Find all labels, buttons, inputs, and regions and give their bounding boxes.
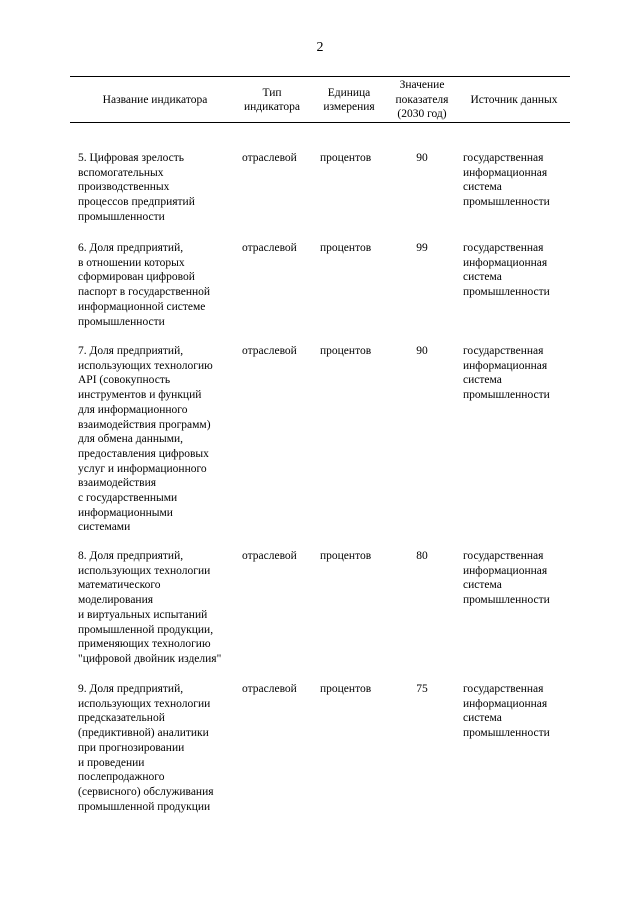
indicator-name: 8. Доля предприятий, использующих технологии математического моделирования и виртуальных испытаний промышленной продукции, применяющих технологию "цифровой двойник изделия" xyxy=(78,550,222,665)
indicator-value: 80 xyxy=(416,550,428,562)
indicator-type: отраслевой xyxy=(242,345,297,357)
indicator-source: государственная информационная система промышленности xyxy=(463,345,550,402)
page-number: 2 xyxy=(316,40,324,55)
indicator-source: государственная информационная система промышленности xyxy=(463,683,550,740)
indicator-source: государственная информационная система промышленности xyxy=(463,242,550,299)
indicator-unit: процентов xyxy=(320,242,372,254)
indicator-type: отраслевой xyxy=(242,152,297,164)
header-target-value: Значение показателя (2030 год) xyxy=(395,79,449,121)
indicator-type: отраслевой xyxy=(242,683,297,695)
header-indicator-type: Тип индикатора xyxy=(243,86,300,113)
indicator-value: 99 xyxy=(416,242,428,254)
header-unit: Единица измерения xyxy=(323,86,375,113)
indicator-source: государственная информационная система промышленности xyxy=(463,152,550,209)
indicator-value: 90 xyxy=(416,345,428,357)
indicator-type: отраслевой xyxy=(242,550,297,562)
indicator-type: отраслевой xyxy=(242,242,297,254)
header-indicator-name: Название индикатора xyxy=(102,93,208,106)
indicator-name: 9. Доля предприятий, использующих технологии предсказательной (предиктивной) аналитики при прогнозировании и проведении послепродажного (сервисного) обслуживания промышленной продукции xyxy=(78,683,214,813)
indicator-name: 5. Цифровая зрелость вспомогательных производственных процессов предприятий промышленности xyxy=(78,152,195,223)
indicator-unit: процентов xyxy=(320,683,372,695)
indicator-unit: процентов xyxy=(320,550,372,562)
indicator-unit: процентов xyxy=(320,152,372,164)
indicator-source: государственная информационная система промышленности xyxy=(463,550,550,607)
indicator-name: 6. Доля предприятий, в отношении которых сформирован цифровой паспорт в государственной информационной системе промышленности xyxy=(78,242,211,328)
table-header-rule xyxy=(70,122,570,123)
header-data-source: Источник данных xyxy=(470,93,558,106)
indicator-unit: процентов xyxy=(320,345,372,357)
indicator-name: 7. Доля предприятий, использующих технологию API (совокупность инструментов и функций для информационного взаимодействия программ) для обмена данными, предоставления цифровых услуг и информационного взаимодействия с государственными информационными системами xyxy=(78,345,213,534)
table-top-rule xyxy=(70,76,570,77)
indicator-value: 90 xyxy=(416,152,428,164)
indicator-value: 75 xyxy=(416,683,428,695)
